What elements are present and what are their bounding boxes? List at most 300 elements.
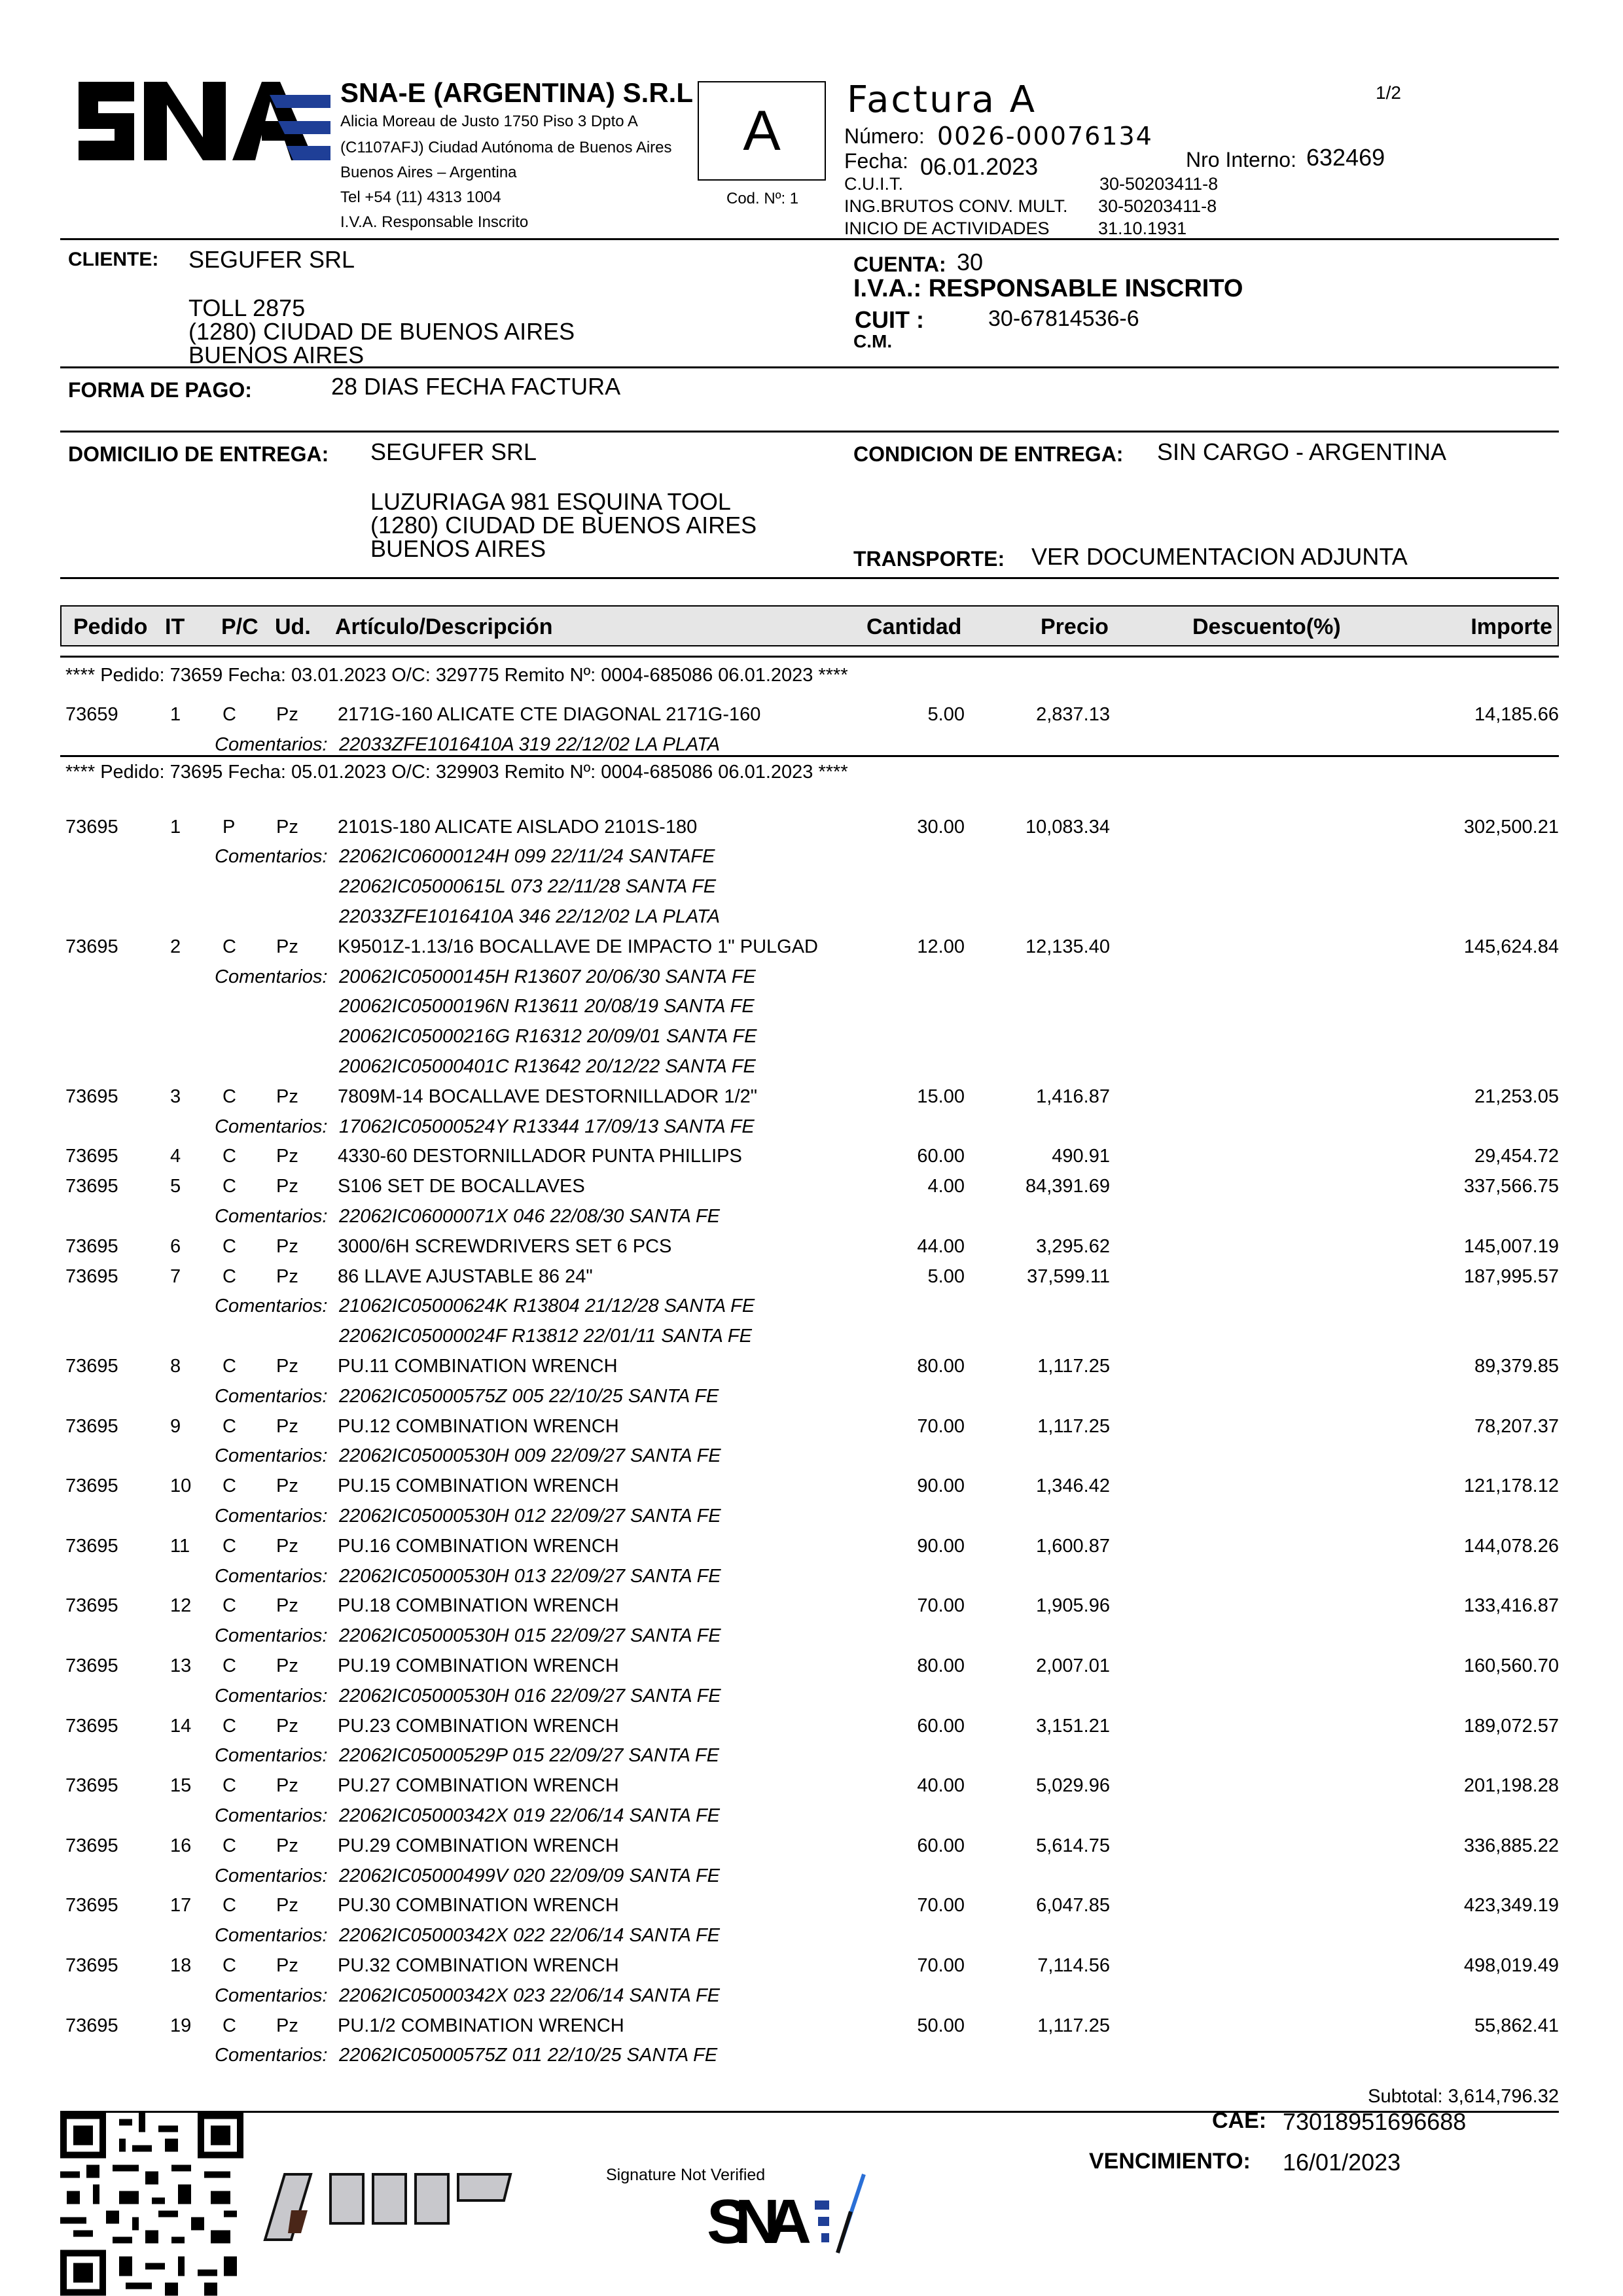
divider: [60, 656, 1559, 658]
order-group-header: **** Pedido: 73695 Fecha: 05.01.2023 O/C: 329903 Remito Nº: 0004-685086 06.01.2023 ****: [65, 761, 848, 783]
page-number: 1/2: [1376, 82, 1401, 103]
amount: 187,995.57: [1463, 1265, 1559, 1287]
start-activity-date: 31.10.1931: [1098, 219, 1187, 238]
item-description: PU.16 COMBINATION WRENCH: [338, 1535, 619, 1557]
amount: 133,416.87: [1463, 1595, 1559, 1617]
comment-label: Comentarios:: [215, 1625, 328, 1647]
pc-code: C: [223, 1895, 236, 1916]
delivery-condition: SIN CARGO - ARGENTINA: [1157, 438, 1447, 465]
amount: 14,185.66: [1474, 704, 1559, 725]
pc-code: C: [223, 1086, 236, 1107]
delivery-address-label: DOMICILIO DE ENTREGA:: [68, 442, 329, 466]
sna-logo-icon: [72, 75, 334, 167]
order-number: 73695: [65, 1895, 118, 1916]
amount: 29,454.72: [1474, 1146, 1559, 1167]
comment-text: 22062IC05000342X 023 22/06/14 SANTA FE: [339, 1985, 721, 2006]
item-description: PU.15 COMBINATION WRENCH: [338, 1475, 619, 1497]
unit-price: 7,114.56: [1037, 1955, 1110, 1976]
order-number: 73695: [65, 1235, 118, 1257]
amount: 21,253.05: [1474, 1086, 1559, 1107]
unit: Pz: [276, 1265, 298, 1287]
invoice-type-code: Cod. Nº: 1: [726, 190, 799, 207]
internal-number: 632469: [1306, 144, 1385, 171]
order-number: 73695: [65, 1835, 118, 1856]
company-address-3: Buenos Aires – Argentina: [340, 164, 517, 181]
item-number: 16: [170, 1835, 192, 1856]
amount: 302,500.21: [1463, 816, 1559, 838]
unit: Pz: [276, 2015, 298, 2036]
table-row: [0, 1835, 1623, 1862]
amount: 145,007.19: [1463, 1235, 1559, 1257]
unit-price: 1,117.25: [1037, 1356, 1110, 1377]
order-group-header: **** Pedido: 73659 Fecha: 03.01.2023 O/C: 329775 Remito Nº: 0004-685086 06.01.2023 ****: [65, 665, 848, 686]
comment-text: 22062IC05000342X 022 22/06/14 SANTA FE: [339, 1925, 721, 1947]
table-row: [0, 1595, 1623, 1621]
col-pedido: Pedido: [73, 614, 148, 639]
delivery-address-2: (1280) CIUDAD DE BUENOS AIRES: [370, 512, 757, 539]
item-number: 19: [170, 2015, 192, 2036]
delivery-name: SEGUFER SRL: [370, 438, 537, 465]
item-number: 3: [170, 1086, 181, 1107]
unit-price: 1,600.87: [1036, 1535, 1110, 1557]
unit-price: 84,391.69: [1025, 1176, 1110, 1197]
quantity: 4.00: [927, 1176, 965, 1197]
item-description: PU.30 COMBINATION WRENCH: [338, 1895, 619, 1916]
unit-price: 490.91: [1052, 1146, 1110, 1167]
quantity: 80.00: [917, 1655, 965, 1676]
item-number: 8: [170, 1356, 181, 1377]
table-row: [0, 1176, 1623, 1202]
unit: Pz: [276, 1655, 298, 1676]
unit: Pz: [276, 1595, 298, 1617]
pc-code: C: [223, 1475, 236, 1497]
table-row: [0, 1236, 1623, 1262]
item-description: S106 SET DE BOCALLAVES: [338, 1176, 585, 1197]
item-number: 15: [170, 1775, 192, 1797]
client-cm-label: C.M.: [853, 331, 893, 351]
order-number: 73695: [65, 1655, 118, 1676]
comment-row: [0, 1805, 1623, 1831]
col-price: Precio: [1041, 614, 1109, 639]
comment-text: 20062IC05000216G R16312 20/09/01 SANTA FE: [339, 1026, 757, 1048]
item-number: 7: [170, 1265, 181, 1287]
comment-row: [0, 1625, 1623, 1651]
delivery-address-3: BUENOS AIRES: [370, 535, 546, 562]
unit-price: 1,905.96: [1036, 1595, 1110, 1617]
unit: Pz: [276, 1775, 298, 1797]
comment-label: Comentarios:: [215, 1925, 328, 1947]
order-number: 73695: [65, 1715, 118, 1737]
comment-text: 22062IC05000530H 012 22/09/27 SANTA FE: [339, 1506, 721, 1527]
item-number: 2: [170, 936, 181, 957]
iibb-label: ING.BRUTOS CONV. MULT.: [844, 196, 1068, 216]
divider: [60, 366, 1559, 368]
client-cuit: 30-67814536-6: [988, 306, 1139, 331]
comment-text: 22062IC05000342X 019 22/06/14 SANTA FE: [339, 1805, 721, 1826]
comment-row: [0, 846, 1623, 872]
item-description: PU.1/2 COMBINATION WRENCH: [338, 2015, 624, 2036]
invoice-number-label: Número:: [844, 124, 925, 148]
quantity: 70.00: [917, 1895, 965, 1916]
quantity: 15.00: [917, 1086, 965, 1107]
item-description: PU.27 COMBINATION WRENCH: [338, 1775, 619, 1797]
comment-label: Comentarios:: [215, 733, 328, 755]
comment-text: 20062IC05000196N R13611 20/08/19 SANTA FE: [339, 996, 755, 1017]
comment-label: Comentarios:: [215, 1445, 328, 1467]
invoice-title: Factura A: [847, 79, 1037, 121]
quantity: 90.00: [917, 1535, 965, 1557]
item-description: 3000/6H SCREWDRIVERS SET 6 PCS: [338, 1235, 672, 1257]
order-number: 73695: [65, 816, 118, 838]
cae-number: 73018951696688: [1283, 2108, 1467, 2135]
order-number: 73695: [65, 1595, 118, 1617]
comment-row: [0, 1686, 1623, 1712]
unit-price: 3,151.21: [1036, 1715, 1110, 1737]
amount: 144,078.26: [1463, 1535, 1559, 1557]
comment-text: 22062IC06000124H 099 22/11/24 SANTAFE: [339, 846, 715, 868]
item-number: 1: [170, 816, 181, 838]
order-number: 73659: [65, 704, 118, 725]
col-pc: P/C: [221, 614, 259, 639]
comment-row: [0, 1865, 1623, 1892]
comment-text: 22062IC05000530H 009 22/09/27 SANTA FE: [339, 1445, 721, 1467]
amount: 121,178.12: [1463, 1475, 1559, 1497]
quantity: 70.00: [917, 1595, 965, 1617]
col-description: Artículo/Descripción: [335, 614, 553, 639]
account-number: 30: [957, 249, 984, 275]
company-cuit: 30-50203411-8: [1099, 174, 1219, 194]
client-cuit-label: CUIT :: [855, 306, 924, 333]
sna-signature-logo-icon: [707, 2171, 903, 2256]
item-number: 5: [170, 1176, 181, 1197]
comment-row: [0, 1026, 1623, 1052]
delivery-condition-label: CONDICION DE ENTREGA:: [853, 442, 1124, 466]
comment-row: [0, 996, 1623, 1022]
amount: 423,349.19: [1463, 1895, 1559, 1916]
pc-code: C: [223, 936, 236, 957]
divider: [60, 577, 1559, 579]
col-quantity: Cantidad: [866, 614, 962, 639]
item-description: 86 LLAVE AJUSTABLE 86 24": [338, 1265, 593, 1287]
company-address-2: (C1107AFJ) Ciudad Autónoma de Buenos Aires: [340, 139, 672, 156]
pc-code: C: [223, 1835, 236, 1856]
pc-code: C: [223, 1715, 236, 1737]
item-description: PU.12 COMBINATION WRENCH: [338, 1415, 619, 1437]
item-description: 7809M-14 BOCALLAVE DESTORNILLADOR 1/2": [338, 1086, 758, 1107]
quantity: 40.00: [917, 1775, 965, 1797]
order-number: 73695: [65, 1955, 118, 1976]
order-number: 73695: [65, 2015, 118, 2036]
pc-code: C: [223, 1146, 236, 1167]
comment-text: 20062IC05000145H R13607 20/06/30 SANTA FE: [339, 966, 756, 987]
amount: 337,566.75: [1463, 1176, 1559, 1197]
client-address-1: TOLL 2875: [188, 294, 306, 321]
comment-text: 22062IC05000530H 013 22/09/27 SANTA FE: [339, 1565, 721, 1587]
unit: Pz: [276, 816, 298, 838]
unit-price: 1,117.25: [1037, 1415, 1110, 1437]
item-number: 9: [170, 1415, 181, 1437]
item-number: 11: [170, 1535, 190, 1557]
item-number: 17: [170, 1895, 192, 1916]
comment-label: Comentarios:: [215, 1565, 328, 1587]
comment-text: 20062IC05000401C R13642 20/12/22 SANTA FE: [339, 1056, 756, 1077]
table-row: [0, 1895, 1623, 1921]
unit: Pz: [276, 704, 298, 725]
table-row: [0, 1086, 1623, 1112]
invoice-date-label: Fecha:: [844, 149, 908, 173]
unit-price: 2,837.13: [1036, 704, 1110, 725]
comment-row: [0, 1386, 1623, 1412]
client-iva: I.V.A.: RESPONSABLE INSCRITO: [853, 275, 1243, 302]
amount: 160,560.70: [1463, 1655, 1559, 1676]
due-date-label: VENCIMIENTO:: [1089, 2149, 1251, 2174]
comment-row: [0, 1925, 1623, 1951]
amount: 145,624.84: [1463, 936, 1559, 957]
col-it: IT: [165, 614, 185, 639]
comment-row: [0, 876, 1623, 902]
table-row: [0, 1416, 1623, 1442]
item-number: 10: [170, 1475, 192, 1497]
col-ud: Ud.: [275, 614, 311, 639]
order-number: 73695: [65, 1415, 118, 1437]
pc-code: C: [223, 1356, 236, 1377]
table-row: [0, 1475, 1623, 1502]
comment-text: 22062IC06000071X 046 22/08/30 SANTA FE: [339, 1206, 721, 1227]
unit-price: 3,295.62: [1036, 1235, 1110, 1257]
comment-label: Comentarios:: [215, 1206, 328, 1227]
comment-label: Comentarios:: [215, 1296, 328, 1317]
unit: Pz: [276, 1535, 298, 1557]
company-iva: I.V.A. Responsable Inscrito: [340, 213, 529, 231]
table-row: [0, 1955, 1623, 1981]
table-row: [0, 1146, 1623, 1172]
table-row: [0, 1775, 1623, 1801]
order-number: 73695: [65, 1146, 118, 1167]
item-description: PU.19 COMBINATION WRENCH: [338, 1655, 619, 1676]
comment-label: Comentarios:: [215, 966, 328, 987]
order-number: 73695: [65, 1775, 118, 1797]
unit: Pz: [276, 1176, 298, 1197]
invoice-date: 06.01.2023: [920, 153, 1039, 180]
order-number: 73695: [65, 936, 118, 957]
quantity: 60.00: [917, 1835, 965, 1856]
comment-label: Comentarios:: [215, 1985, 328, 2006]
comment-text: 22062IC05000499V 020 22/09/09 SANTA FE: [339, 1865, 721, 1886]
table-row: [0, 1266, 1623, 1292]
comment-label: Comentarios:: [215, 1385, 328, 1407]
item-description: PU.11 COMBINATION WRENCH: [338, 1356, 618, 1377]
quantity: 60.00: [917, 1715, 965, 1737]
unit-price: 10,083.34: [1025, 816, 1110, 838]
item-number: 12: [170, 1595, 192, 1617]
comment-text: 22033ZFE1016410A 319 22/12/02 LA PLATA: [339, 733, 721, 755]
unit-price: 12,135.40: [1025, 936, 1110, 957]
quantity: 5.00: [927, 1265, 965, 1287]
comment-label: Comentarios:: [215, 1865, 328, 1886]
item-description: PU.18 COMBINATION WRENCH: [338, 1595, 619, 1617]
unit: Pz: [276, 1715, 298, 1737]
comment-text: 22062IC05000530H 015 22/09/27 SANTA FE: [339, 1625, 721, 1647]
item-number: 14: [170, 1715, 192, 1737]
qr-code-icon: [60, 2112, 243, 2296]
transport-label: TRANSPORTE:: [853, 547, 1005, 571]
divider: [60, 238, 1559, 240]
comment-row: [0, 966, 1623, 993]
amount: 55,862.41: [1474, 2015, 1559, 2036]
unit: Pz: [276, 1415, 298, 1437]
comment-label: Comentarios:: [215, 2045, 328, 2066]
unit: Pz: [276, 1475, 298, 1497]
item-number: 4: [170, 1146, 181, 1167]
comment-text: 22062IC05000615L 073 22/11/28 SANTA FE: [339, 876, 717, 898]
item-description: PU.23 COMBINATION WRENCH: [338, 1715, 619, 1737]
unit-price: 6,047.85: [1036, 1895, 1110, 1916]
item-number: 1: [170, 704, 181, 725]
comment-row: [0, 1296, 1623, 1322]
table-row: [0, 1655, 1623, 1682]
payment-label: FORMA DE PAGO:: [68, 378, 252, 402]
client-name: SEGUFER SRL: [188, 246, 355, 273]
quantity: 44.00: [917, 1235, 965, 1257]
account-label: CUENTA:: [853, 253, 946, 276]
client-address-3: BUENOS AIRES: [188, 342, 365, 368]
comment-row: [0, 906, 1623, 932]
transport-value: VER DOCUMENTACION ADJUNTA: [1031, 543, 1408, 570]
internal-number-label: Nro Interno:: [1186, 148, 1296, 171]
comment-row: [0, 1566, 1623, 1592]
comment-row: [0, 1056, 1623, 1082]
invoice-number: 0026-00076134: [937, 122, 1153, 150]
signature-status: Signature Not Verified: [606, 2166, 766, 2184]
comment-label: Comentarios:: [215, 1506, 328, 1527]
comment-row: [0, 2045, 1623, 2071]
pc-code: C: [223, 1535, 236, 1557]
quantity: 80.00: [917, 1356, 965, 1377]
order-number: 73695: [65, 1265, 118, 1287]
pc-code: C: [223, 1955, 236, 1976]
item-description: PU.32 COMBINATION WRENCH: [338, 1955, 619, 1976]
amount: 89,379.85: [1474, 1356, 1559, 1377]
comment-label: Comentarios:: [215, 846, 328, 868]
item-description: K9501Z-1.13/16 BOCALLAVE DE IMPACTO 1" PULGAD: [338, 936, 818, 957]
order-number: 73695: [65, 1535, 118, 1557]
due-date: 16/01/2023: [1283, 2149, 1401, 2176]
amount: 78,207.37: [1474, 1415, 1559, 1437]
unit-price: 5,614.75: [1036, 1835, 1110, 1856]
start-activity-label: INICIO DE ACTIVIDADES: [844, 219, 1050, 238]
unit: Pz: [276, 1356, 298, 1377]
comment-text: 22062IC05000575Z 005 22/10/25 SANTA FE: [339, 1385, 719, 1407]
comment-text: 22062IC05000575Z 011 22/10/25 SANTA FE: [339, 2045, 718, 2066]
table-row: [0, 817, 1623, 843]
company-cuit-label: C.U.I.T.: [844, 174, 904, 194]
amount: 336,885.22: [1463, 1835, 1559, 1856]
comment-text: 22033ZFE1016410A 346 22/12/02 LA PLATA: [339, 906, 721, 927]
table-row: [0, 1716, 1623, 1742]
order-number: 73695: [65, 1356, 118, 1377]
delivery-address-1: LUZURIAGA 981 ESQUINA TOOL: [370, 488, 731, 515]
comment-text: 17062IC05000524Y R13344 17/09/13 SANTA FE: [339, 1116, 755, 1137]
table-row: [0, 936, 1623, 963]
unit: Pz: [276, 1086, 298, 1107]
company-address-1: Alicia Moreau de Justo 1750 Piso 3 Dpto A: [340, 113, 638, 130]
unit: Pz: [276, 1835, 298, 1856]
unit: Pz: [276, 1895, 298, 1916]
pc-code: C: [223, 1775, 236, 1797]
pc-code: C: [223, 1415, 236, 1437]
order-number: 73695: [65, 1086, 118, 1107]
amount: 189,072.57: [1463, 1715, 1559, 1737]
comment-label: Comentarios:: [215, 1745, 328, 1767]
comment-row: [0, 1445, 1623, 1472]
pc-code: C: [223, 1265, 236, 1287]
quantity: 70.00: [917, 1415, 965, 1437]
company-phone: Tel +54 (11) 4313 1004: [340, 188, 501, 206]
pc-code: C: [223, 1176, 236, 1197]
items-table-header: [60, 605, 1559, 646]
item-description: 4330-60 DESTORNILLADOR PUNTA PHILLIPS: [338, 1146, 742, 1167]
client-label: CLIENTE:: [68, 249, 159, 270]
col-amount: Importe: [1471, 614, 1552, 639]
quantity: 5.00: [927, 704, 965, 725]
pc-code: C: [223, 1595, 236, 1617]
pc-code: C: [223, 1655, 236, 1676]
afip-logo-icon: [262, 2171, 517, 2243]
amount: 201,198.28: [1463, 1775, 1559, 1797]
pc-code: P: [223, 816, 236, 838]
comment-text: 22062IC05000024F R13812 22/01/11 SANTA FE: [339, 1326, 752, 1347]
item-number: 18: [170, 1955, 192, 1976]
comment-label: Comentarios:: [215, 1685, 328, 1706]
amount: 498,019.49: [1463, 1955, 1559, 1976]
unit: Pz: [276, 936, 298, 957]
quantity: 60.00: [917, 1146, 965, 1167]
pc-code: C: [223, 704, 236, 725]
subtotal: Subtotal: 3,614,796.32: [1368, 2086, 1559, 2107]
cae-label: CAE:: [1212, 2108, 1267, 2133]
comment-label: Comentarios:: [215, 1116, 328, 1137]
comment-row: [0, 1116, 1623, 1142]
divider: [60, 431, 1559, 433]
comment-text: 22062IC05000529P 015 22/09/27 SANTA FE: [339, 1745, 719, 1767]
table-row: [0, 704, 1623, 730]
order-number: 73695: [65, 1475, 118, 1497]
col-discount: Descuento(%): [1192, 614, 1341, 639]
comment-text: 22062IC05000530H 016 22/09/27 SANTA FE: [339, 1685, 721, 1706]
order-number: 73695: [65, 1176, 118, 1197]
payment-terms: 28 DIAS FECHA FACTURA: [331, 373, 621, 400]
client-address-2: (1280) CIUDAD DE BUENOS AIRES: [188, 318, 575, 345]
item-number: 6: [170, 1235, 181, 1257]
company-name: SNA-E (ARGENTINA) S.R.L: [340, 77, 693, 108]
quantity: 90.00: [917, 1475, 965, 1497]
pc-code: C: [223, 1235, 236, 1257]
comment-text: 21062IC05000624K R13804 21/12/28 SANTA FE: [339, 1296, 755, 1317]
iibb-value: 30-50203411-8: [1098, 196, 1217, 216]
table-row: [0, 1536, 1623, 1562]
unit-price: 1,117.25: [1037, 2015, 1110, 2036]
quantity: 70.00: [917, 1955, 965, 1976]
table-row: [0, 2015, 1623, 2041]
quantity: 12.00: [917, 936, 965, 957]
invoice-type-letter: A: [698, 81, 826, 181]
pc-code: C: [223, 2015, 236, 2036]
quantity: 50.00: [917, 2015, 965, 2036]
table-row: [0, 1356, 1623, 1382]
divider: [60, 755, 1559, 757]
unit-price: 2,007.01: [1036, 1655, 1110, 1676]
comment-row: [0, 1745, 1623, 1771]
